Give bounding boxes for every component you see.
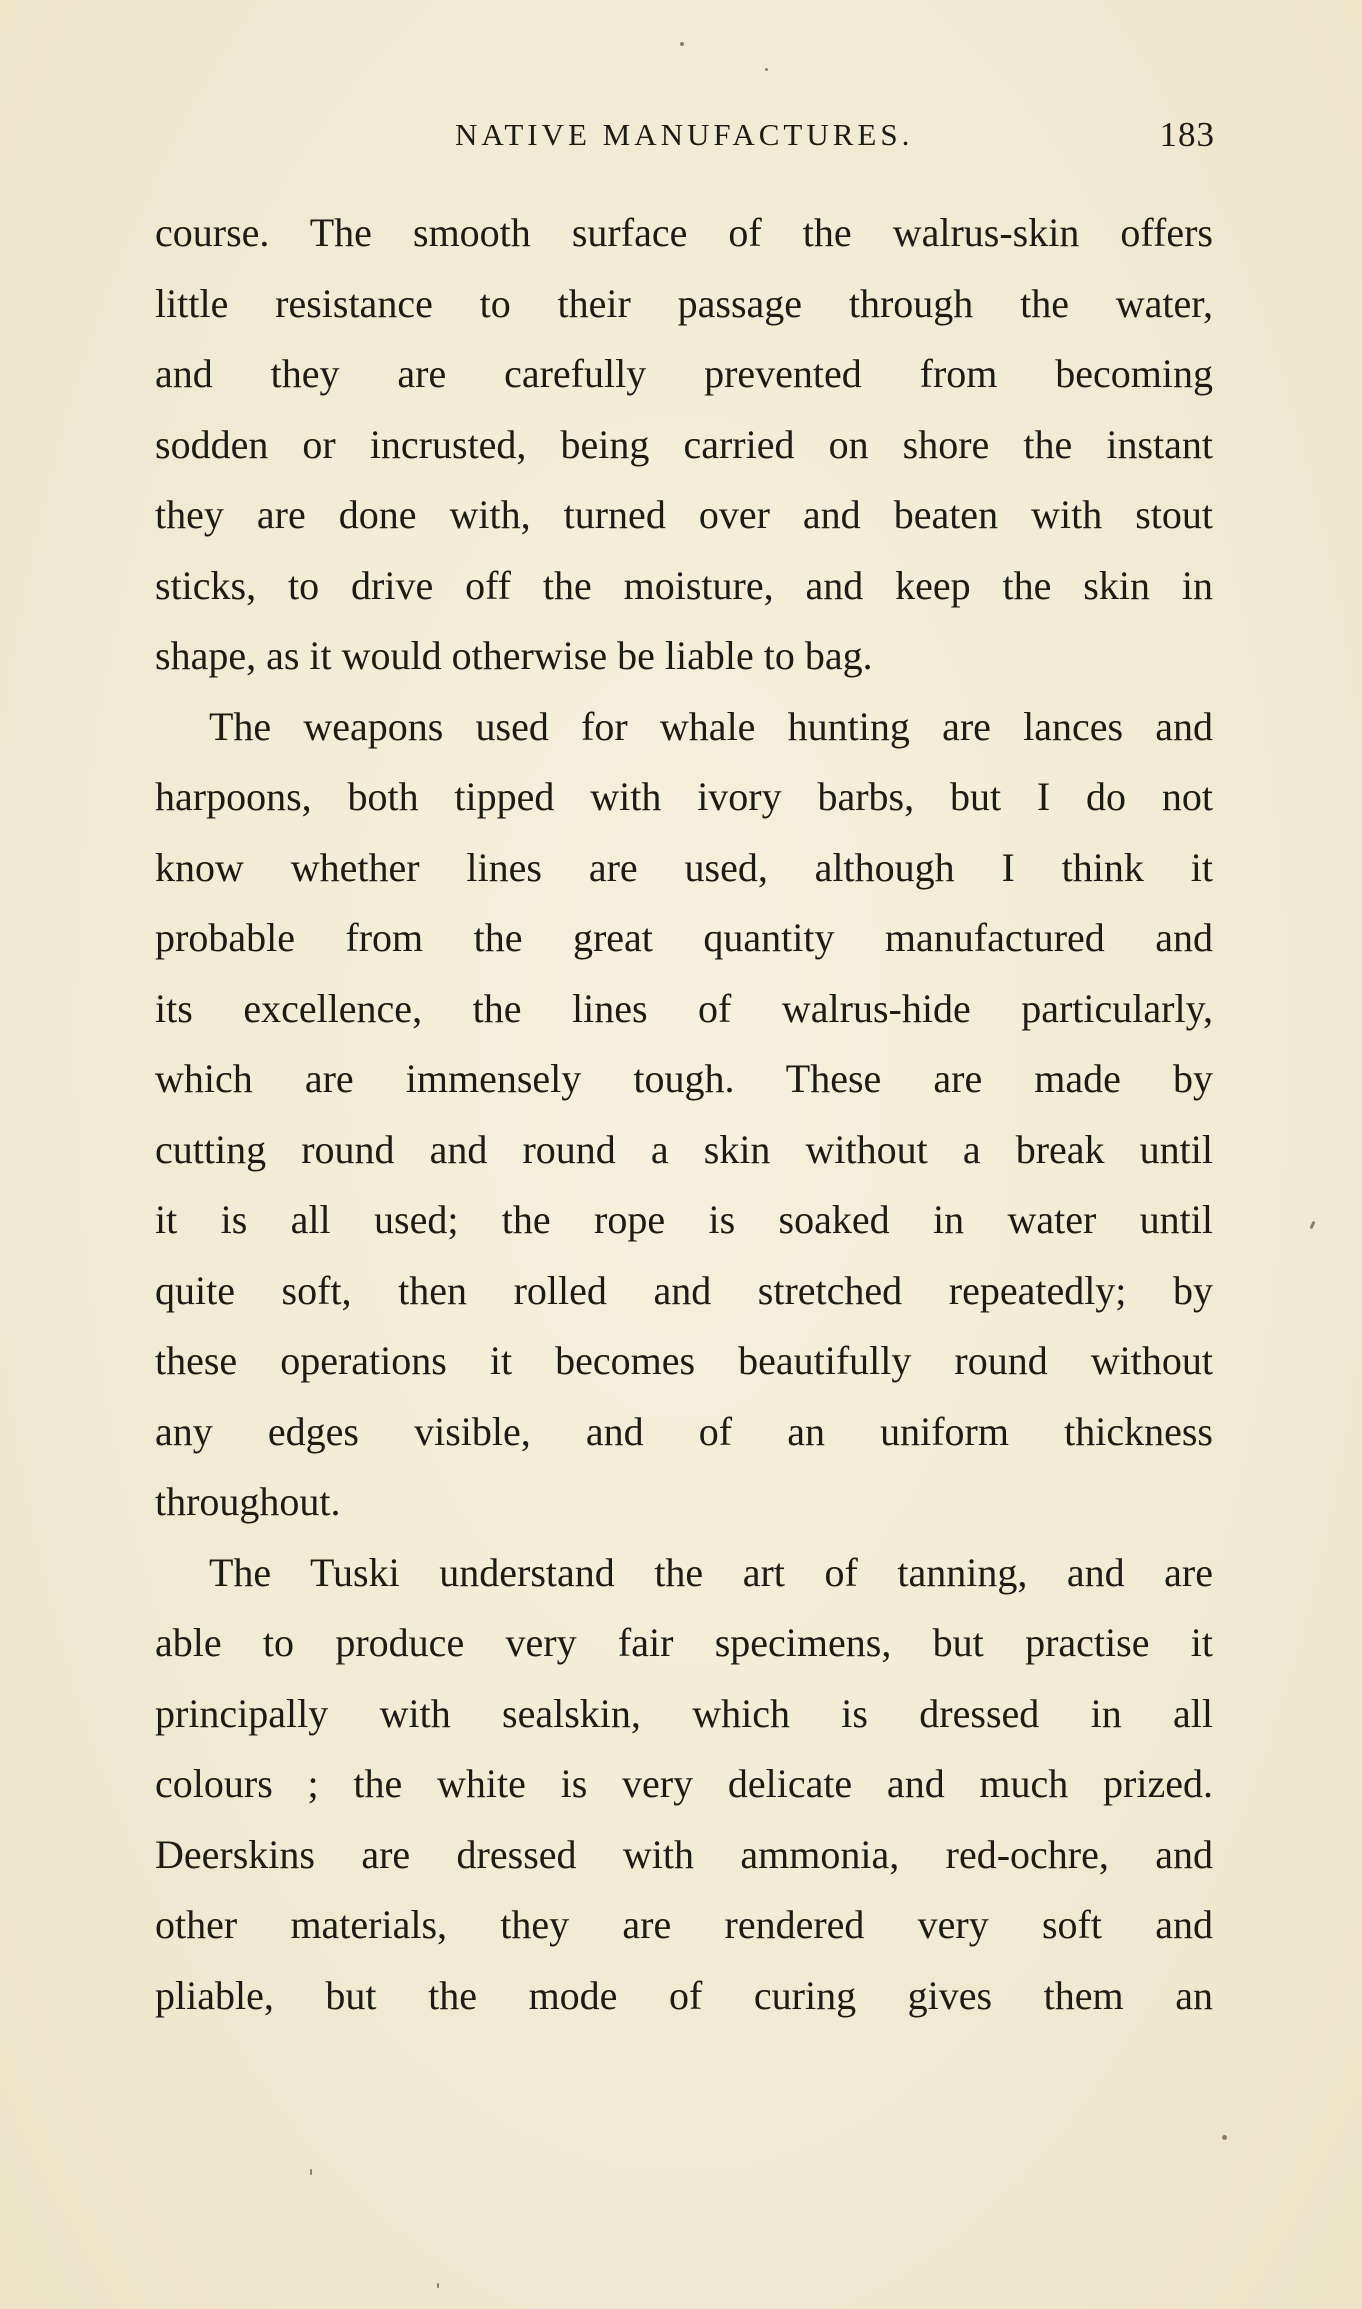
running-head-title: NATIVE MANUFACTURES. xyxy=(455,117,914,152)
text-line: The Tuski understand the art of tanning, and are xyxy=(209,1549,1213,1595)
paper-speck xyxy=(765,68,768,71)
text-line: harpoons, both tipped with ivory barbs, but I do not xyxy=(155,774,1213,819)
text-line: shape, as it would otherwise be liable to bag. xyxy=(155,633,873,678)
text-line: these operations it becomes beautifully round without xyxy=(155,1338,1213,1383)
text-line: its excellence, the lines of walrus-hide particularly, xyxy=(155,985,1213,1031)
paper-speck xyxy=(437,2283,439,2288)
text-line: sodden or incrusted, being carried on shore the instant xyxy=(155,421,1213,467)
text-line: know whether lines are used, although I think it xyxy=(155,844,1213,890)
text-line: which are immensely tough. These are made by xyxy=(155,1056,1213,1101)
text-line: principally with sealskin, which is dressed in all xyxy=(155,1690,1213,1736)
page-number: 183 xyxy=(1159,115,1215,154)
text-line: little resistance to their passage through the water, xyxy=(155,280,1213,326)
text-line: they are done with, turned over and beaten with stout xyxy=(155,492,1213,537)
text-line: quite soft, then rolled and stretched repeatedly; by xyxy=(155,1267,1213,1313)
text-line: pliable, but the mode of curing gives them an xyxy=(155,1972,1213,2018)
paper-speck xyxy=(1222,2135,1227,2140)
text-line: cutting round and round a skin without a break until xyxy=(155,1126,1213,1172)
text-line: Deerskins are dressed with ammonia, red-ochre, and xyxy=(155,1831,1213,1877)
text-line: and they are carefully prevented from becoming xyxy=(155,351,1213,396)
paper-speck xyxy=(680,42,684,46)
paper-speck xyxy=(310,2169,312,2175)
running-head xyxy=(155,112,1215,158)
text-line: course. The smooth surface of the walrus-skin offers xyxy=(155,210,1213,255)
text-line: colours ; the white is very delicate and much prized. xyxy=(155,1761,1213,1806)
text-line: it is all used; the rope is soaked in water until xyxy=(155,1197,1213,1242)
text-line: able to produce very fair specimens, but practise it xyxy=(155,1620,1213,1665)
text-line: The weapons used for whale hunting are lances and xyxy=(209,703,1213,749)
text-line: other materials, they are rendered very soft and xyxy=(155,1902,1213,1947)
text-line: probable from the great quantity manufactured and xyxy=(155,915,1213,960)
text-line: any edges visible, and of an uniform thickness xyxy=(155,1408,1213,1454)
text-line: sticks, to drive off the moisture, and keep the skin in xyxy=(155,562,1213,608)
body-text xyxy=(155,198,1213,2031)
paper-speck xyxy=(1309,1221,1315,1230)
text-line: throughout. xyxy=(155,1479,341,1524)
